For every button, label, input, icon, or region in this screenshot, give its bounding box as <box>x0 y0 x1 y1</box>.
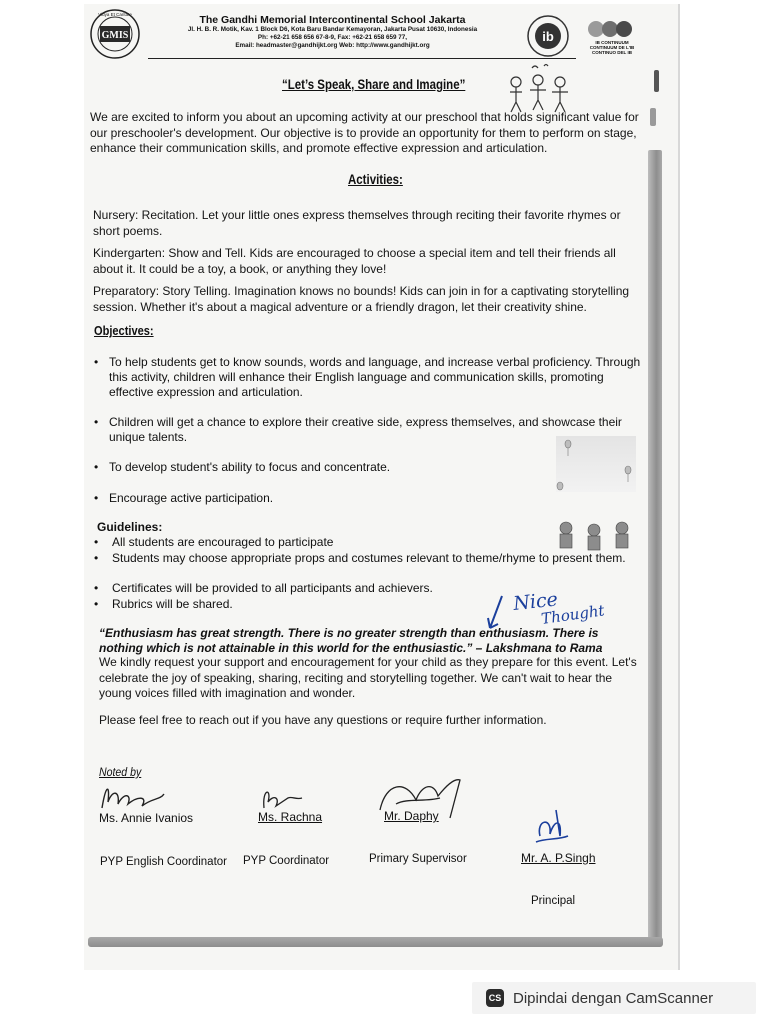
logo-ring-text: Vidya Et Caritate <box>98 12 132 17</box>
signatory-role: PYP English Coordinator <box>100 856 227 868</box>
bullet-marker: • <box>94 551 99 565</box>
svg-text:Thought: Thought <box>540 601 606 628</box>
activity-label: Nursery: Recitation. <box>93 208 199 222</box>
children-group-illustration <box>556 518 636 554</box>
intro-paragraph: We are excited to inform you about an upcoming activity at our preschool that holds significant value for our preschooler's development. Our objective is to provide an opportunity for them to perform on stage, enhance their communication skills, and promote effective expression and articulation. <box>90 110 639 155</box>
bullet-marker: • <box>94 597 99 611</box>
activity-text: Let your little ones express themselves through reciting their favorite rhymes or short poems. <box>93 208 621 238</box>
page-bottom-shadow <box>88 937 663 947</box>
page-edge-shadow <box>648 150 662 945</box>
activity-text: Kids are encouraged to choose a special item and tell their friends all about it. It could be a toy, a book, or anything they love! <box>93 246 616 276</box>
objective-item <box>94 491 642 506</box>
camscanner-label: Dipindai dengan CamScanner <box>513 989 714 1007</box>
objective-text: Encourage active participation. <box>109 491 274 505</box>
balloons-illustration <box>556 436 636 492</box>
activity-text: Imagination knows no bounds! Kids can join in for a captivating storytelling session. Whether it's about a magical adventure or a friendly dragon, let their creativity shine. <box>93 284 630 314</box>
camscanner-icon: CS <box>486 989 504 1007</box>
noted-by-label: Noted by <box>99 765 142 779</box>
quote-paragraph: “Enthusiasm has great strength. There is no greater strength than enthusiasm. There is nothing which is not attainable in this world for the enthusiastic.” – Lakshmana to Rama <box>99 626 603 655</box>
logo-text: GMIS <box>101 30 129 41</box>
bullet-marker: • <box>94 581 99 595</box>
school-address: Jl. H. B. R. Motik, Kav. 1 Block D6, Kota Baru Bandar Kemayoran, Jakarta Pusat 10630, Indonesia <box>187 26 478 33</box>
svg-text:Nice: Nice <box>512 588 559 615</box>
signature-singh <box>532 806 572 852</box>
school-phone: Ph: +62-21 658 656 67-8-9, Fax: +62-21 658 659 77, <box>257 34 408 41</box>
signatory-name: Mr. A. P.Singh <box>521 851 596 865</box>
signature-rachna <box>258 784 308 812</box>
guideline-text: Students may choose appropriate props and costumes relevant to theme/rhyme to present them. <box>112 551 626 565</box>
document-title: “Let’s Speak, Share and Imagine” <box>282 76 466 92</box>
activities-heading: Activities: <box>348 171 403 187</box>
camscanner-watermark <box>472 982 756 1014</box>
school-email-web: Email: headmaster@gandhijkt.org Web: http://www.gandhijkt.org <box>235 42 430 49</box>
signatory-name: Ms. Rachna <box>258 810 323 824</box>
objective-text: To help students get to know sounds, words and language, and increase verbal proficiency. Through this activity, children will enhance their English language and communication skills, promoting effective expression and articulation. <box>109 355 641 399</box>
guideline-text: Rubrics will be shared. <box>112 597 233 611</box>
signatory-role: Principal <box>531 895 576 907</box>
signatory-name: Ms. Annie Ivanios <box>99 811 194 825</box>
ib-continuum-icon <box>582 18 638 40</box>
bullet-marker: • <box>94 460 99 474</box>
activity-label: Kindergarten: Show and Tell. <box>93 246 247 260</box>
contact-paragraph: Please feel free to reach out if you have any questions or require further information. <box>99 713 547 727</box>
signatory-name: Mr. Daphy <box>384 809 439 823</box>
bullet-marker: • <box>94 535 99 549</box>
signature-annie <box>98 782 168 812</box>
edge-mark <box>654 70 659 92</box>
ib-logo <box>524 14 572 58</box>
objective-text: Children will get a chance to explore their creative side, express themselves, and showcase their unique talents. <box>109 415 622 444</box>
ib-continuum-text: IB CONTINUUM CONTINUUM DE L'IB CONTINUO DEL IB <box>589 40 635 55</box>
request-paragraph: We kindly request your support and encouragement for your child as they prepare for this event. Let's celebrate the joy of speaking, sharing, reciting and storytelling together. We can't wait to hear the young voices filled with imagination and wonder. <box>99 655 637 700</box>
children-illustration <box>502 62 576 114</box>
objectives-heading: Objectives: <box>94 323 154 338</box>
signatory-role: Primary Supervisor <box>369 853 467 865</box>
guideline-text: All students are encouraged to participate <box>112 535 334 549</box>
activity-nursery <box>93 208 641 239</box>
signatory-role: PYP Coordinator <box>243 855 330 867</box>
activity-preparatory <box>93 284 641 315</box>
activity-kindergarten <box>93 246 641 277</box>
guidelines-heading: Guidelines: <box>97 520 163 534</box>
school-contact-block <box>150 26 515 50</box>
guideline-text: Certificates will be provided to all participants and achievers. <box>112 581 433 595</box>
bullet-marker: • <box>94 415 99 429</box>
bullet-marker: • <box>94 491 99 505</box>
edge-mark <box>650 108 656 126</box>
svg-text:ib: ib <box>542 29 554 44</box>
objective-item <box>94 355 642 400</box>
objective-text: To develop student's ability to focus and concentrate. <box>109 460 391 474</box>
activity-label: Preparatory: Story Telling. <box>93 284 231 298</box>
bullet-marker: • <box>94 355 99 369</box>
header-divider <box>148 58 576 59</box>
school-name: The Gandhi Memorial Intercontinental School Jakarta <box>199 14 466 26</box>
school-logo <box>86 8 144 60</box>
